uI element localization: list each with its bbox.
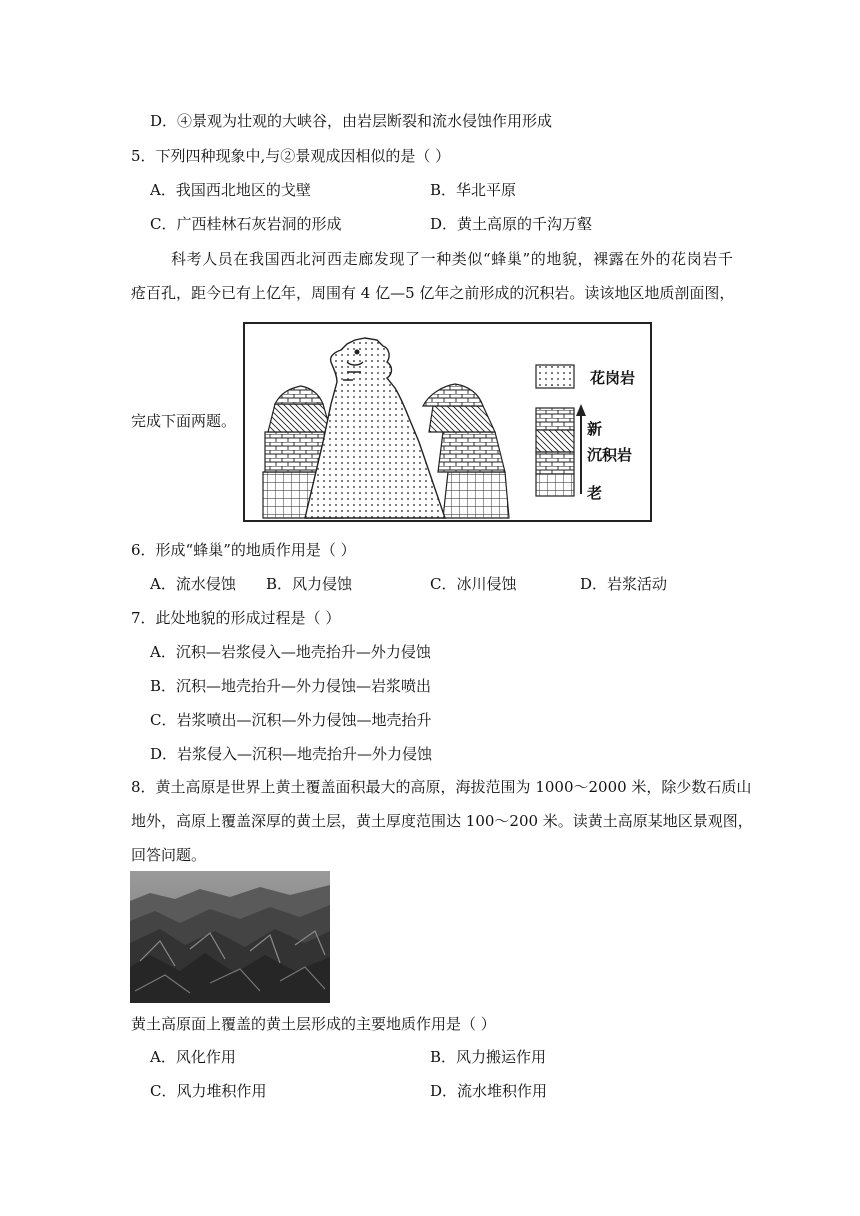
passage-line-2: 疮百孔，距今已有上亿年，周围有 4 亿—5 亿年之前形成的沉积岩。读该地区地质剖面图，	[131, 284, 735, 302]
q8-option-d: D．流水堆积作用	[430, 1082, 548, 1100]
q6-option-b: B．风力侵蚀	[266, 575, 353, 593]
q8-stem: 黄土高原面上覆盖的黄土层形成的主要地质作用是（ ）	[131, 1015, 496, 1033]
q7-option-d: D．岩浆侵入—沉积—地壳抬升—外力侵蚀	[150, 745, 433, 763]
legend-layer-4	[536, 474, 574, 496]
q6-option-d: D．岩浆活动	[580, 575, 668, 593]
q8-option-c: C．风力堆积作用	[150, 1082, 267, 1100]
legend-layer-2	[536, 430, 574, 452]
q5-option-b: B．华北平原	[430, 181, 517, 199]
legend-layer-3	[536, 452, 574, 474]
legend-new-label: 新	[587, 420, 603, 438]
q6-option-a: A．流水侵蚀	[150, 575, 236, 593]
q7-option-a: A．沉积—岩浆侵入—地壳抬升—外力侵蚀	[150, 643, 431, 661]
q7-option-b: B．沉积—地壳抬升—外力侵蚀—岩浆喷出	[150, 677, 432, 695]
geology-cross-section	[243, 322, 652, 522]
q4-option-d: D．④景观为壮观的大峡谷，由岩层断裂和流水侵蚀作用形成	[150, 112, 553, 130]
passage-line-1: 科考人员在我国西北河西走廊发现了一种类似“蜂巢”的地貌，裸露在外的花岗岩千	[171, 250, 734, 268]
q5-option-a: A．我国西北地区的戈壁	[150, 181, 311, 199]
q8-line-1: 8．黄土高原是世界上黄土覆盖面积最大的高原，海拔范围为 1000～2000 米，除少数石质山	[131, 778, 752, 796]
q5-option-c: C．广西桂林石灰岩洞的形成	[150, 215, 342, 233]
q8-option-b: B．风力搬运作用	[430, 1048, 547, 1066]
q5-stem: 5．下列四种现象中,与②景观成因相似的是（ ）	[131, 147, 451, 165]
q8-line-2: 地外，高原上覆盖深厚的黄土层，黄土厚度范围达 100～200 米。读黄土高原某地区景观图，	[131, 812, 753, 830]
q6-option-c: C．冰川侵蚀	[430, 575, 517, 593]
q8-option-a: A．风化作用	[150, 1048, 236, 1066]
legend-granite-label: 花岗岩	[590, 369, 636, 387]
legend-sedimentary-label: 沉积岩	[587, 446, 633, 464]
q7-stem: 7．此处地貌的形成过程是（ ）	[131, 609, 341, 627]
legend-layer-1	[536, 408, 574, 430]
legend-granite-swatch	[536, 365, 574, 388]
q8-line-3: 回答问题。	[131, 846, 207, 864]
q6-stem: 6．形成“蜂巢”的地质作用是（ ）	[131, 541, 356, 559]
legend-old-label: 老	[587, 484, 603, 502]
q5-option-d: D．黄土高原的千沟万壑	[430, 215, 593, 233]
passage-line-3: 完成下面两题。	[131, 412, 237, 430]
loess-plateau-photo	[130, 871, 330, 1003]
q7-option-c: C．岩浆喷出—沉积—外力侵蚀—地壳抬升	[150, 711, 432, 729]
